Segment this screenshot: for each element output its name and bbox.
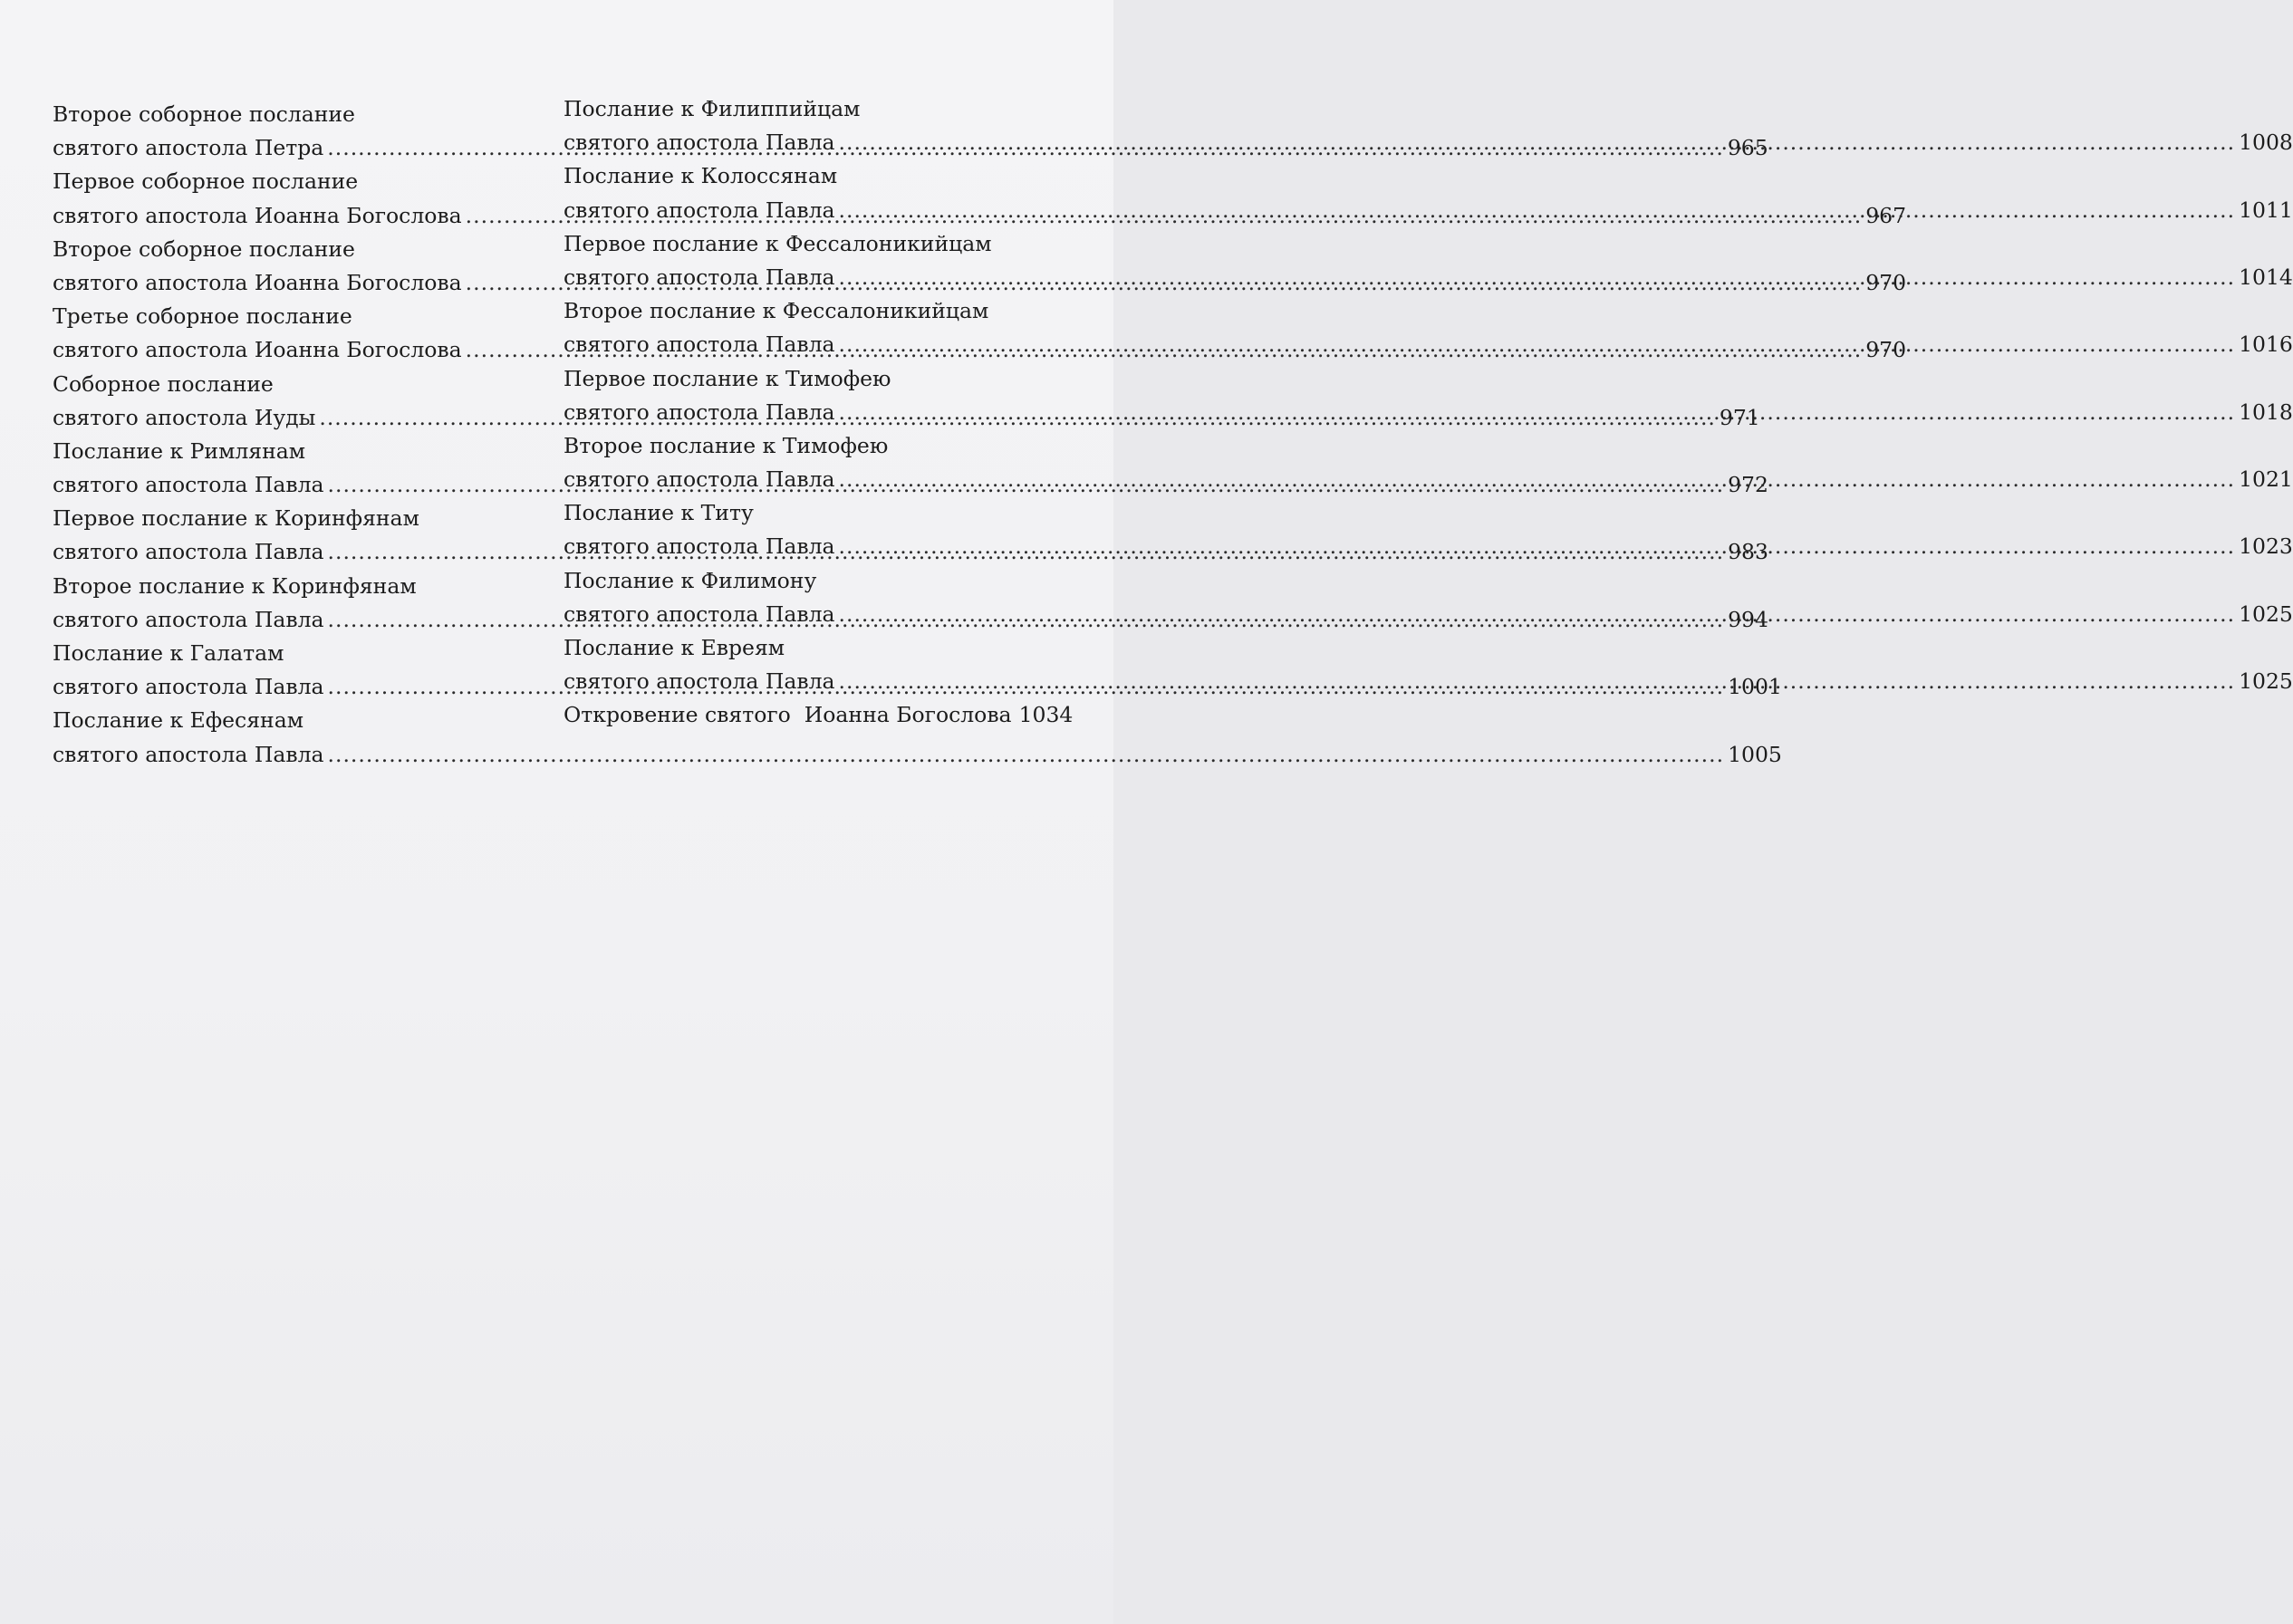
toc-entry-page: 970: [1865, 337, 1907, 363]
toc-entry-page: 971: [1719, 404, 1760, 430]
toc-entry-subtitle: святого апостола Павла: [564, 264, 835, 290]
toc-entry-line: [53, 468, 1768, 502]
dot-leader: [839, 598, 2236, 631]
toc-entry-page: 1025: [2239, 668, 2293, 695]
toc-entry-title: Первое послание к Фессалоникийцам: [564, 230, 992, 256]
toc-entry-page: 983: [1728, 539, 1768, 565]
toc-entry-subtitle: святого апостола Иоанна Богослова: [53, 269, 462, 295]
toc-entry-page: 1014: [2239, 264, 2293, 290]
toc-entry-page: 1018: [2239, 399, 2293, 425]
dot-leader: [839, 126, 2236, 159]
toc-entry-page: 1016: [2239, 332, 2293, 358]
toc-entry-page: 1025: [2239, 601, 2293, 627]
toc-entry-page: 1008: [2239, 130, 2293, 156]
toc-entry-line: [564, 698, 1074, 732]
toc-entry-title: Первое послание к Коринфянам: [53, 505, 419, 532]
toc-entry-subtitle: святого апостола Павла: [564, 466, 835, 493]
toc-entry-page: 994: [1728, 606, 1768, 632]
toc-entry-line: [53, 603, 1768, 637]
dot-leader: [839, 328, 2236, 361]
toc-entry-title: Второе послание к Фессалоникийцам: [564, 298, 989, 324]
toc-entry-title: Послание к Ефесянам: [53, 707, 303, 734]
toc-entry-title: Первое послание к Тимофею: [564, 365, 891, 391]
toc-entry-title: Послание к Галатам: [53, 640, 284, 666]
toc-entry-subtitle: святого апостола Иоанна Богослова: [53, 337, 462, 363]
toc-entry-page: 1001: [1728, 674, 1782, 700]
toc-entry-title: Послание к Титу: [564, 500, 754, 526]
toc-entry-subtitle: святого апостола Павла: [53, 741, 324, 767]
toc-entry-title: Третье соборное послание: [53, 303, 352, 330]
toc-entry-subtitle: святого апостола Иоанна Богослова: [53, 202, 462, 228]
dot-leader: [839, 261, 2236, 294]
toc-entry-subtitle: святого апостола Павла: [564, 668, 835, 695]
toc-entry-title: Послание к Колоссянам: [564, 163, 838, 189]
dot-leader: [839, 665, 2236, 698]
toc-entry-line: [53, 535, 1768, 569]
toc-entry-page: 1021: [2239, 466, 2293, 493]
toc-entry-title: Послание к Римлянам: [53, 437, 306, 464]
toc-entry-subtitle: святого апостола Павла: [53, 674, 324, 700]
toc-entry-title: Второе послание к Коринфянам: [53, 572, 417, 599]
toc-entry-page: 1034: [1018, 702, 1074, 728]
toc-entry-subtitle: святого апостола Павла: [564, 533, 835, 560]
toc-entry-title: Соборное послание: [53, 370, 274, 397]
toc-entry[interactable]: [564, 698, 1074, 732]
toc-entry-subtitle: святого апостола Павла: [53, 606, 324, 632]
toc-entry-title: Первое соборное послание: [53, 168, 359, 195]
toc-entry-page: 1011: [2239, 197, 2293, 223]
toc-entry-subtitle: святого апостола Павла: [564, 130, 835, 156]
toc-entry-page: 1023: [2239, 533, 2293, 560]
toc-entry-subtitle: Откровение святого Иоанна Богослова: [564, 702, 1012, 728]
toc-entry-title: Послание к Филимону: [564, 567, 817, 593]
toc-entry-title: Послание к Евреям: [564, 635, 785, 660]
dot-leader: [839, 530, 2236, 563]
toc-entry-line: [53, 670, 1782, 704]
toc-entry-page: 1005: [1728, 741, 1782, 767]
toc-entry-subtitle: святого апостола Павла: [564, 601, 835, 627]
toc-entry-subtitle: святого апостола Павла: [564, 197, 835, 223]
toc-entry-page: 965: [1727, 135, 1768, 161]
dot-leader: [839, 194, 2236, 227]
toc-entry-title: Послание к Филиппийцам: [564, 96, 861, 121]
toc-entry-subtitle: святого апостола Павла: [53, 472, 324, 498]
toc-entry-page: 972: [1728, 472, 1768, 498]
toc-entry-subtitle: святого апостола Иуды: [53, 404, 316, 430]
toc-entry-page: 967: [1865, 202, 1907, 228]
toc-entry-title: Второе соборное послание: [53, 235, 355, 262]
toc-entry-title: Второе соборное послание: [53, 101, 355, 127]
toc-entry-subtitle: святого апостола Павла: [53, 539, 324, 565]
dot-leader: [328, 738, 1725, 772]
toc-entry-subtitle: святого апостола Павла: [564, 332, 835, 358]
toc-entry-title: Второе послание к Тимофею: [564, 432, 889, 458]
toc-entry-subtitle: святого апостола Петра: [53, 135, 324, 161]
toc-entry-line: [53, 738, 1782, 772]
dot-leader: [839, 463, 2236, 496]
dot-leader: [839, 396, 2236, 429]
toc-entry-page: 970: [1865, 269, 1907, 295]
toc-entry-subtitle: святого апостола Павла: [564, 399, 835, 425]
